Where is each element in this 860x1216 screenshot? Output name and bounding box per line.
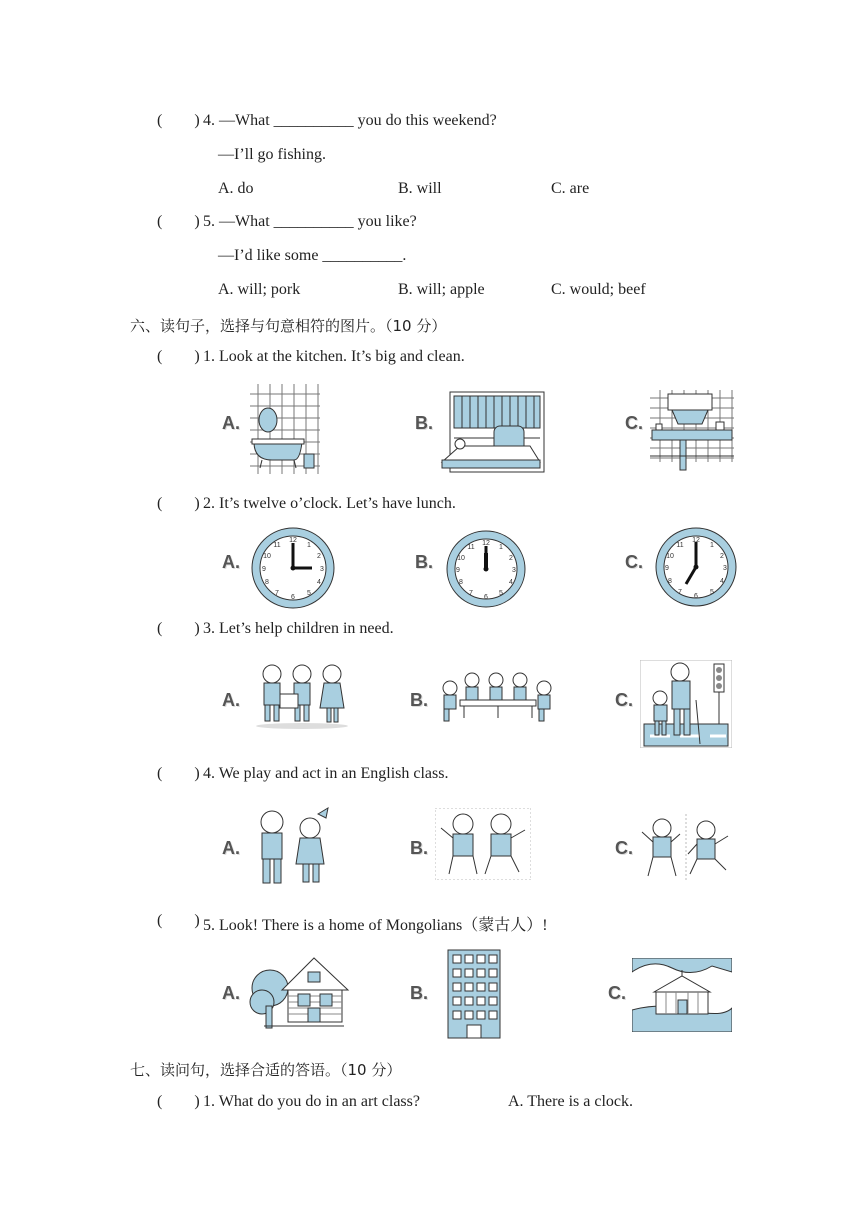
- option-b: B. will; apple: [398, 281, 485, 298]
- question-text: 5. Look! There is a home of Mongolians（蒙古人）!: [203, 917, 548, 934]
- svg-text:7: 7: [275, 590, 279, 597]
- svg-text:5: 5: [307, 590, 311, 597]
- question-text: 4. —What __________ you do this weekend?: [203, 112, 497, 129]
- answer-option: A. There is a clock.: [508, 1093, 633, 1110]
- answer-text: —I’ll go fishing.: [218, 146, 326, 163]
- svg-text:6: 6: [694, 593, 698, 600]
- answer-blank[interactable]: ( ): [157, 912, 200, 929]
- option-letter-c: C.: [615, 690, 633, 710]
- option-letter-a: A.: [222, 552, 240, 572]
- option-letter-a: A.: [222, 413, 240, 433]
- svg-text:9: 9: [665, 565, 669, 572]
- section-heading: 七、读问句，选择合适的答语。（10 分）: [130, 1061, 402, 1079]
- answer-blank[interactable]: ( ): [157, 495, 200, 512]
- yurt-picture: [632, 958, 732, 1032]
- option-letter-a: A.: [222, 838, 240, 858]
- svg-text:8: 8: [265, 579, 269, 586]
- svg-text:4: 4: [509, 579, 513, 586]
- svg-text:10: 10: [666, 553, 674, 560]
- svg-text:4: 4: [720, 578, 724, 585]
- svg-text:5: 5: [499, 590, 503, 597]
- clock-7-oclock: [654, 526, 738, 608]
- svg-text:2: 2: [317, 553, 321, 560]
- kids-playing-picture: [252, 804, 332, 888]
- bathroom-picture: [250, 384, 320, 474]
- answer-blank[interactable]: ( ): [157, 112, 200, 129]
- svg-text:12: 12: [482, 540, 490, 547]
- svg-text:9: 9: [456, 567, 460, 574]
- bedroom-picture: [440, 390, 546, 474]
- svg-text:6: 6: [484, 594, 488, 601]
- option-b: B. will: [398, 180, 442, 197]
- svg-text:12: 12: [692, 537, 700, 544]
- svg-text:1: 1: [499, 544, 503, 551]
- answer-blank[interactable]: ( ): [157, 213, 200, 230]
- option-c: C. would; beef: [551, 281, 646, 298]
- answer-blank[interactable]: ( ): [157, 348, 200, 365]
- svg-text:1: 1: [710, 542, 714, 549]
- clock-12-oclock: [445, 529, 527, 609]
- svg-text:10: 10: [457, 555, 465, 562]
- answer-text: —I’d like some __________.: [218, 247, 407, 264]
- children-in-class-picture: [436, 670, 556, 726]
- svg-text:8: 8: [668, 578, 672, 585]
- kids-acting-picture: [435, 808, 531, 880]
- option-letter-a: A.: [222, 690, 240, 710]
- question-text: 5. —What __________ you like?: [203, 213, 417, 230]
- svg-text:3: 3: [320, 566, 324, 573]
- kids-dancing-picture: [640, 814, 732, 882]
- kitchen-picture: [650, 390, 734, 472]
- option-letter-b: B.: [415, 413, 433, 433]
- svg-text:2: 2: [720, 553, 724, 560]
- option-letter-c: C.: [625, 413, 643, 433]
- option-letter-c: C.: [608, 983, 626, 1003]
- question-text: 1. Look at the kitchen. It’s big and clean.: [203, 348, 465, 365]
- answer-blank[interactable]: ( ): [157, 620, 200, 637]
- apartment-building-picture: [447, 949, 501, 1039]
- svg-text:3: 3: [512, 567, 516, 574]
- svg-text:11: 11: [467, 544, 475, 551]
- svg-text:8: 8: [459, 579, 463, 586]
- svg-text:11: 11: [273, 542, 281, 549]
- svg-text:9: 9: [262, 566, 266, 573]
- answer-blank[interactable]: ( ): [157, 765, 200, 782]
- option-letter-b: B.: [410, 983, 428, 1003]
- house-picture: [248, 950, 352, 1034]
- svg-text:6: 6: [291, 594, 295, 601]
- question-text: 2. It’s twelve o’clock. Let’s have lunch.: [203, 495, 456, 512]
- question-text: 3. Let’s help children in need.: [203, 620, 394, 637]
- option-c: C. are: [551, 180, 590, 197]
- children-donating-picture: [252, 660, 352, 730]
- svg-text:2: 2: [509, 555, 513, 562]
- option-letter-c: C.: [615, 838, 633, 858]
- question-text: 1. What do you do in an art class?: [203, 1093, 420, 1110]
- svg-text:1: 1: [307, 542, 311, 549]
- option-letter-b: B.: [410, 838, 428, 858]
- section-heading: 六、读句子，选择与句意相符的图片。（10 分）: [130, 317, 447, 335]
- option-letter-a: A.: [222, 983, 240, 1003]
- option-letter-b: B.: [410, 690, 428, 710]
- svg-text:10: 10: [263, 553, 271, 560]
- svg-text:3: 3: [723, 565, 727, 572]
- option-letter-c: C.: [625, 552, 643, 572]
- svg-text:7: 7: [678, 589, 682, 596]
- option-a: A. do: [218, 180, 254, 197]
- svg-text:11: 11: [676, 542, 684, 549]
- svg-text:4: 4: [317, 579, 321, 586]
- svg-text:5: 5: [710, 589, 714, 596]
- svg-text:7: 7: [469, 590, 473, 597]
- helping-elderly-picture: [640, 660, 732, 748]
- option-letter-b: B.: [415, 552, 433, 572]
- clock-3-oclock: [250, 526, 336, 610]
- option-a: A. will; pork: [218, 281, 301, 298]
- answer-blank[interactable]: ( ): [157, 1093, 200, 1110]
- svg-text:12: 12: [289, 537, 297, 544]
- question-text: 4. We play and act in an English class.: [203, 765, 449, 782]
